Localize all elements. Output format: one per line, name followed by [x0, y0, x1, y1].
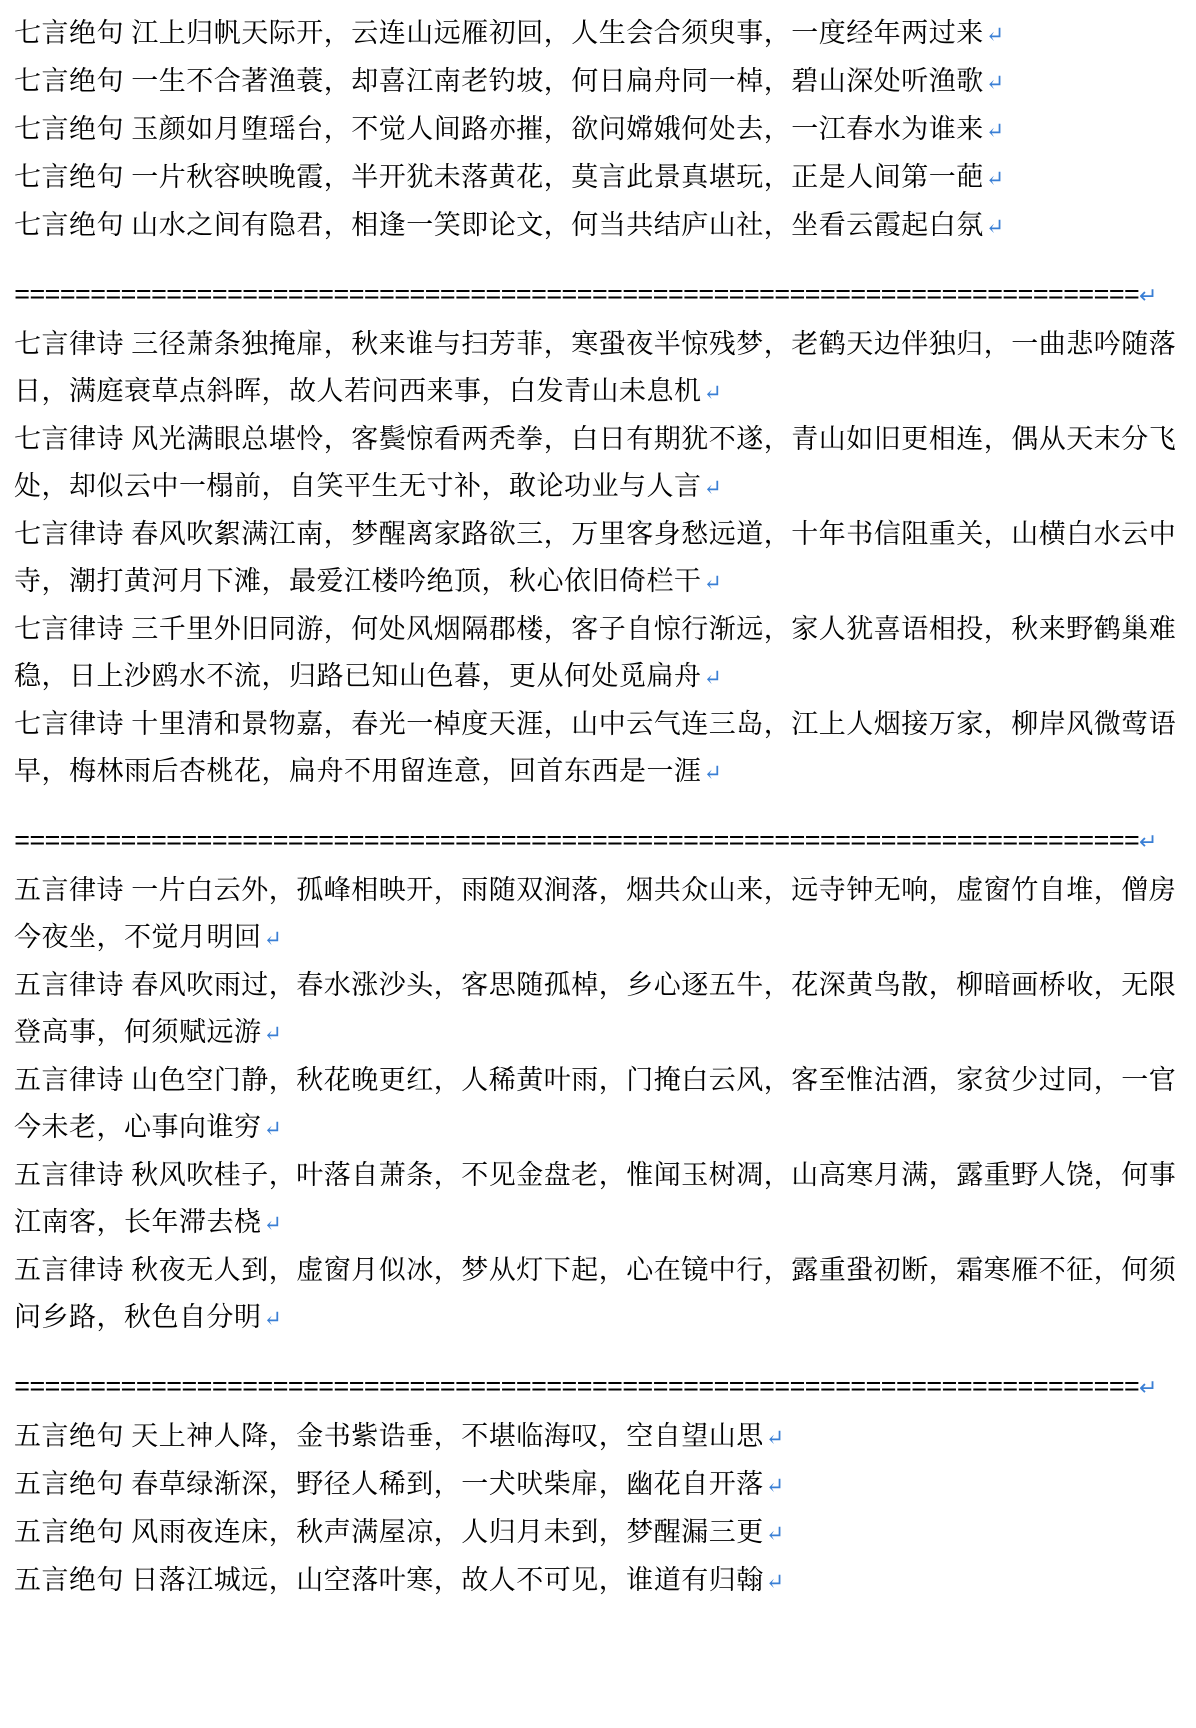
paragraph-mark-icon: ↵ [263, 1021, 283, 1046]
poem-text: 七言绝句 一片秋容映晚霞，半开犹未落黄花，莫言此景真堪玩，正是人间第一葩 [14, 162, 984, 192]
paragraph-mark-icon: ↵ [1139, 829, 1158, 854]
poem-line [14, 1557, 1182, 1605]
poem-line [14, 1057, 1182, 1152]
spacer [14, 796, 1182, 818]
poem-text: 五言绝句 日落江城远，山空落叶寒，故人不可见，谁道有归翰 [14, 1565, 764, 1595]
paragraph-mark-icon: ↵ [703, 760, 723, 785]
paragraph-mark-icon: ↵ [703, 475, 723, 500]
poem-text: 五言绝句 天上神人降，金书紫诰垂，不堪临海叹，空自望山思 [14, 1421, 764, 1451]
paragraph-mark-icon: ↵ [985, 70, 1005, 95]
section-divider [14, 272, 1182, 321]
paragraph-mark-icon: ↵ [263, 1211, 283, 1236]
paragraph-mark-icon: ↵ [1139, 1375, 1158, 1400]
poem-line [14, 701, 1182, 796]
paragraph-mark-icon: ↵ [765, 1425, 785, 1450]
poem-line [14, 10, 1182, 58]
poem-text: 七言绝句 玉颜如月堕瑶台，不觉人间路亦摧，欲问嫦娥何处去，一江春水为谁来 [14, 114, 984, 144]
poem-text: 七言律诗 三千里外旧同游，何处风烟隔郡楼，客子自惊行渐远，家人犹喜语相投，秋来野鹤巢难稳，日上沙鸥水不流，归路已知山色暮，更从何处觅扁舟 [14, 614, 1177, 691]
section-divider [14, 1364, 1182, 1413]
document-content [14, 10, 1182, 1605]
poem-group [14, 321, 1182, 796]
poem-text: 七言绝句 山水之间有隐君，相逢一笑即论文，何当共结庐山社，坐看云霞起白氛 [14, 210, 984, 240]
poem-group [14, 1413, 1182, 1605]
poem-text: 五言律诗 一片白云外，孤峰相映开，雨随双涧落，烟共众山来，远寺钟无响，虚窗竹自堆，僧房今夜坐，不觉月明回 [14, 875, 1177, 952]
paragraph-mark-icon: ↵ [703, 380, 723, 405]
poem-group [14, 867, 1182, 1342]
poem-line [14, 154, 1182, 202]
poem-text: 五言绝句 风雨夜连床，秋声满屋凉，人归月未到，梦醒漏三更 [14, 1517, 764, 1547]
paragraph-mark-icon: ↵ [703, 665, 723, 690]
spacer [14, 250, 1182, 272]
divider-rule: ========================================================================== [14, 1374, 1139, 1404]
paragraph-mark-icon: ↵ [263, 1116, 283, 1141]
poem-text: 五言律诗 山色空门静，秋花晚更红，人稀黄叶雨，门掩白云风，客至惟沽酒，家贫少过同，一官今未老，心事向谁穷 [14, 1065, 1177, 1142]
paragraph-mark-icon: ↵ [1139, 283, 1158, 308]
paragraph-mark-icon: ↵ [985, 166, 1005, 191]
spacer [14, 1342, 1182, 1364]
paragraph-mark-icon: ↵ [263, 926, 283, 951]
divider-rule: ========================================================================== [14, 282, 1139, 312]
poem-line [14, 58, 1182, 106]
poem-line [14, 606, 1182, 701]
poem-text: 五言绝句 春草绿渐深，野径人稀到，一犬吠柴扉，幽花自开落 [14, 1469, 764, 1499]
poem-text: 七言律诗 风光满眼总堪怜，客鬓惊看两秃拳，白日有期犹不遂，青山如旧更相连，偶从天末分飞处，却似云中一榻前，自笑平生无寸补，敢论功业与人言 [14, 424, 1177, 501]
paragraph-mark-icon: ↵ [985, 214, 1005, 239]
divider-rule: ========================================================================== [14, 828, 1139, 858]
poem-text: 七言律诗 三径萧条独掩扉，秋来谁与扫芳菲，寒蛩夜半惊残梦，老鹤天边伴独归，一曲悲吟随落日，满庭衰草点斜晖，故人若问西来事，白发青山未息机 [14, 329, 1177, 406]
poem-text: 五言律诗 秋夜无人到，虚窗月似冰，梦从灯下起，心在镜中行，露重蛩初断，霜寒雁不征，何须问乡路，秋色自分明 [14, 1255, 1177, 1332]
paragraph-mark-icon: ↵ [703, 570, 723, 595]
poem-line [14, 416, 1182, 511]
poem-line [14, 1247, 1182, 1342]
poem-group [14, 10, 1182, 250]
poem-line [14, 867, 1182, 962]
poem-text: 七言绝句 江上归帆天际开，云连山远雁初回，人生会合须臾事，一度经年两过来 [14, 18, 984, 48]
poem-line [14, 202, 1182, 250]
paragraph-mark-icon: ↵ [765, 1473, 785, 1498]
poem-text: 七言绝句 一生不合著渔蓑，却喜江南老钓坡，何日扁舟同一棹，碧山深处听渔歌 [14, 66, 984, 96]
poem-line [14, 1152, 1182, 1247]
paragraph-mark-icon: ↵ [263, 1306, 283, 1331]
poem-text: 七言律诗 春风吹絮满江南，梦醒离家路欲三，万里客身愁远道，十年书信阻重关，山横白水云中寺，潮打黄河月下滩，最爱江楼吟绝顶，秋心依旧倚栏干 [14, 519, 1177, 596]
poem-line [14, 1509, 1182, 1557]
poem-line [14, 511, 1182, 606]
poem-text: 五言律诗 春风吹雨过，春水涨沙头，客思随孤棹，乡心逐五牛，花深黄鸟散，柳暗画桥收，无限登高事，何须赋远游 [14, 970, 1177, 1047]
poem-line [14, 106, 1182, 154]
poem-line [14, 1413, 1182, 1461]
paragraph-mark-icon: ↵ [765, 1569, 785, 1594]
paragraph-mark-icon: ↵ [765, 1521, 785, 1546]
paragraph-mark-icon: ↵ [985, 22, 1005, 47]
poem-line [14, 321, 1182, 416]
paragraph-mark-icon: ↵ [985, 118, 1005, 143]
poem-line [14, 962, 1182, 1057]
poem-text: 五言律诗 秋风吹桂子，叶落自萧条，不见金盘老，惟闻玉树凋，山高寒月满，露重野人饶，何事江南客，长年滞去桡 [14, 1160, 1177, 1237]
poem-text: 七言律诗 十里清和景物嘉，春光一棹度天涯，山中云气连三岛，江上人烟接万家，柳岸风微莺语早，梅林雨后杏桃花，扁舟不用留连意，回首东西是一涯 [14, 709, 1177, 786]
section-divider [14, 818, 1182, 867]
poem-line [14, 1461, 1182, 1509]
